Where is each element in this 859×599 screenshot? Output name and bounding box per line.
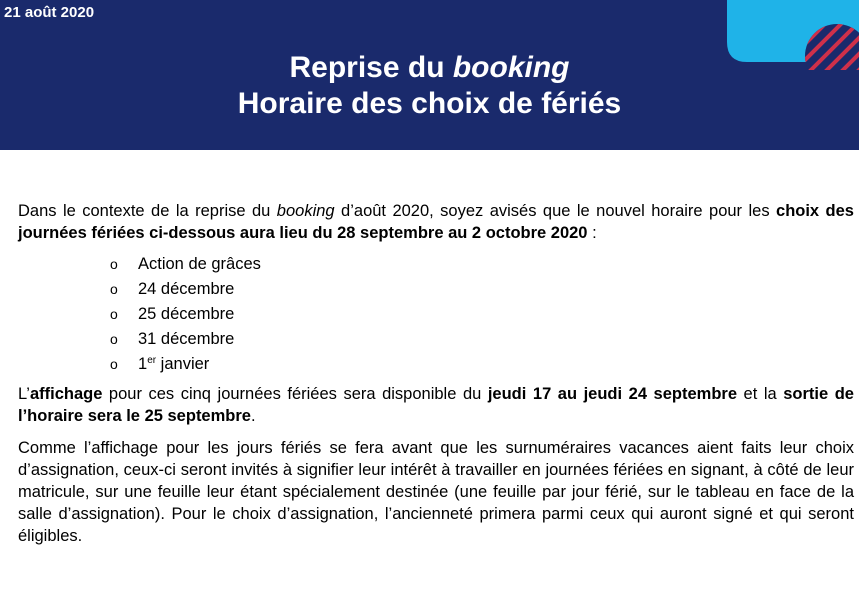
holiday-list xyxy=(18,252,854,377)
header-banner xyxy=(0,0,859,150)
intro-paragraph: Dans le contexte de la reprise du booking d’août 2020, soyez avisés que le nouvel horaire pour les choix des journées fériées ci-dessous aura lieu du 28 septembre au 2 octobre 2020 : xyxy=(18,202,854,242)
list-item: o Action de grâces xyxy=(110,252,854,277)
title-line-2: Horaire des choix de fériés xyxy=(237,87,622,120)
corner-decoration-graphic xyxy=(719,0,859,70)
affichage-paragraph: L’affichage pour ces cinq journées fériées sera disponible du jeudi 17 au jeudi 24 septembre et la sortie de l’horaire sera le 25 septembre. xyxy=(18,385,854,425)
document-date: 21 août 2020 xyxy=(4,4,95,21)
document-body xyxy=(18,200,854,547)
title-italic-word: booking xyxy=(452,51,570,84)
list-item: o 31 décembre xyxy=(110,327,854,352)
list-item: o 25 décembre xyxy=(110,302,854,327)
list-item: o 1er janvier xyxy=(110,352,854,377)
list-item: o 24 décembre xyxy=(110,277,854,302)
title-line-1: Reprise du booking xyxy=(289,51,570,84)
assignation-paragraph: Comme l’affichage pour les jours fériés se fera avant que les surnuméraires vacances aient faits leur choix d’assignation, ceux-ci seront invités à signifier leur intérêt à travailler en journées fériées en signant, à côté de leur matricule, sur une feuille leur étant spécialement destinée (une feuille par jour férié, sur le tableau en face de la salle d’assignation). Pour le choix d’assignation, l’ancienneté primera parmi ceux qui auront signé et qui seront éligibles. xyxy=(18,439,854,545)
